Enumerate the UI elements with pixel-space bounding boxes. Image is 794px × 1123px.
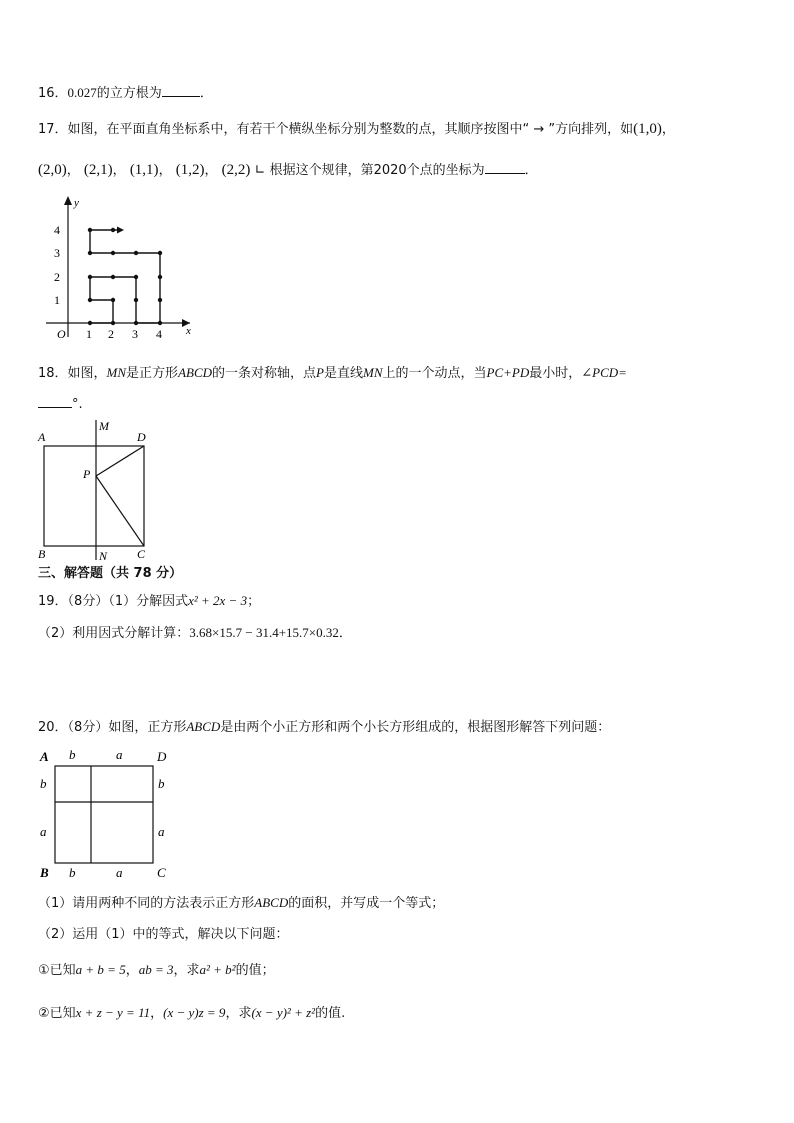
label-c: C [137, 547, 146, 561]
q20-expression: x + z − y = 11 [75, 1005, 151, 1020]
q17-line1-end: ， [661, 122, 675, 137]
q20-text: 20．（8分）如图，正方形 [38, 720, 187, 735]
segment-pc [96, 476, 144, 546]
q20-text: （2）运用（1）中的等式，解决以下问题： [38, 927, 289, 942]
x-tick: 3 [132, 327, 138, 341]
q16-answer-blank[interactable] [162, 84, 200, 97]
q17-sep: ， [112, 163, 126, 178]
question-19-line2 [38, 624, 352, 643]
q17-sep: ， [204, 163, 218, 178]
label-b: B [40, 865, 49, 880]
label-b: B [38, 547, 46, 561]
q17-point: (1,1) [129, 162, 159, 178]
q20-text: （1）请用两种不同的方法表示正方形 [38, 896, 255, 911]
q17-answer-blank[interactable] [485, 161, 525, 174]
x-tick: 2 [108, 327, 114, 341]
q20-expression: a² + b² [199, 962, 236, 977]
question-20-sub1 [38, 894, 444, 913]
q17-sep: ， [66, 163, 80, 178]
q18-p: P [316, 365, 324, 380]
question-20-c2 [38, 1004, 345, 1023]
outer-square [55, 766, 153, 863]
spiral-arrow [117, 227, 124, 234]
top-a: a [116, 747, 123, 762]
bottom-b: b [69, 865, 76, 880]
q18-answer-blank[interactable] [38, 395, 72, 408]
q17-point-example: (1,0) [633, 121, 662, 137]
q18-text: 最小时， [529, 366, 582, 381]
question-18-line1 [38, 364, 627, 383]
q20-sep: ， [150, 1006, 164, 1021]
label-c: C [157, 865, 166, 880]
x-axis-label: x [186, 325, 191, 337]
q16-number: 16． [38, 86, 68, 101]
origin-label: O [57, 327, 66, 341]
question-20-c1 [38, 961, 275, 980]
q20-text: 的值. [315, 1006, 346, 1021]
q19-text-end: ； [247, 594, 261, 609]
spiral-path [90, 230, 160, 323]
y-axis-arrow [64, 196, 72, 205]
x-tick: 1 [86, 327, 92, 341]
segment-pd [96, 446, 144, 476]
q20-expression: a + b = 5 [75, 962, 126, 977]
q20-sep: ， [125, 963, 139, 978]
section-heading: 三、解答题（共 78 分） [38, 566, 183, 581]
q17-coordinate-graph [40, 192, 200, 342]
q20-square-figure [36, 746, 176, 881]
q20-expression: (x − y)z = 9 [163, 1005, 226, 1020]
q18-pcpd: PC+PD [486, 365, 530, 380]
y-tick: 2 [54, 270, 60, 284]
q18-text: 是正方形 [126, 366, 179, 381]
x-tick: 4 [156, 327, 162, 341]
q20-text: ②已知 [38, 1006, 76, 1021]
q19-text: （2）利用因式分解计算： [38, 626, 190, 641]
q16-value: 0.027 [67, 85, 97, 100]
q17-sep: ， [158, 163, 172, 178]
q20-text: 的面积，并写成一个等式； [288, 896, 445, 911]
top-b: b [69, 747, 76, 762]
question-18-line2 [38, 395, 83, 414]
y-axis-label: y [74, 197, 79, 209]
q16-text: 的立方根为 [96, 86, 162, 101]
q20-text: 的值； [235, 963, 275, 978]
q17-ellipsis: ∟ [254, 163, 266, 178]
q18-mn: MN [363, 365, 383, 380]
q17-point: (2,1) [83, 162, 113, 178]
q18-text: 上的一个动点，当 [382, 366, 487, 381]
q17-text: 17．如图，在平面直角坐标系中，有若干个横纵坐标分别为整数的点，其顺序按图中“ → ”方向排列，如 [38, 122, 634, 137]
label-a: A [38, 430, 46, 444]
label-m: M [99, 419, 109, 433]
y-tick: 4 [54, 223, 60, 237]
question-19-line1 [38, 592, 260, 611]
q18-angle: ∠PCD= [581, 365, 627, 380]
q18-line2-end: °. [72, 397, 83, 412]
q20-expression: ab = 3 [138, 962, 174, 977]
q19-expression: 3.68×15.7 − 31.4+15.7×0.32 [189, 625, 339, 640]
question-17-line2 [38, 161, 538, 180]
q20-text: ，求 [225, 1006, 252, 1021]
q17-point: (1,2) [175, 162, 205, 178]
left-a: a [40, 824, 47, 839]
q17-point: (2,2) [221, 162, 251, 178]
q20-text: ①已知 [38, 963, 76, 978]
label-n: N [99, 549, 108, 563]
q16-end: ． [199, 86, 213, 101]
q20-expression: (x − y)² + z² [251, 1005, 316, 1020]
q18-text: 是直线 [323, 366, 363, 381]
label-d: D [137, 430, 146, 444]
q19-text-end: ． [338, 626, 352, 641]
y-tick: 3 [54, 246, 60, 260]
right-b: b [158, 776, 165, 791]
y-tick: 1 [54, 293, 60, 307]
label-p: P [83, 467, 91, 481]
q20-text: 是由两个小正方形和两个小长方形组成的，根据图形解答下列问题： [220, 720, 611, 735]
q20-text: ，求 [173, 963, 200, 978]
label-d: D [157, 749, 167, 764]
q17-line2-end: ． [524, 163, 538, 178]
q18-mn: MN [106, 365, 127, 380]
q19-expression: x² + 2x − 3 [188, 593, 248, 608]
question-17-line1 [38, 120, 675, 139]
q17-point: (2,0) [38, 162, 67, 178]
question-20-line1 [38, 718, 610, 737]
left-b: b [40, 776, 47, 791]
question-16 [38, 84, 213, 103]
q18-abcd: ABCD [178, 365, 213, 380]
q20-abcd: ABCD [186, 719, 221, 734]
q18-text: 的一条对称轴，点 [212, 366, 317, 381]
right-a: a [158, 824, 165, 839]
q19-text: 19．（8分）（1）分解因式 [38, 594, 189, 609]
q17-line2-text: 根据这个规律，第2020个点的坐标为 [269, 163, 485, 178]
bottom-a: a [116, 865, 123, 880]
q18-text: 18．如图， [38, 366, 107, 381]
square-abcd [44, 446, 144, 546]
label-a: A [40, 749, 49, 764]
q20-abcd: ABCD [254, 895, 289, 910]
question-20-sub2 [38, 926, 289, 944]
q18-square-figure [34, 419, 164, 563]
